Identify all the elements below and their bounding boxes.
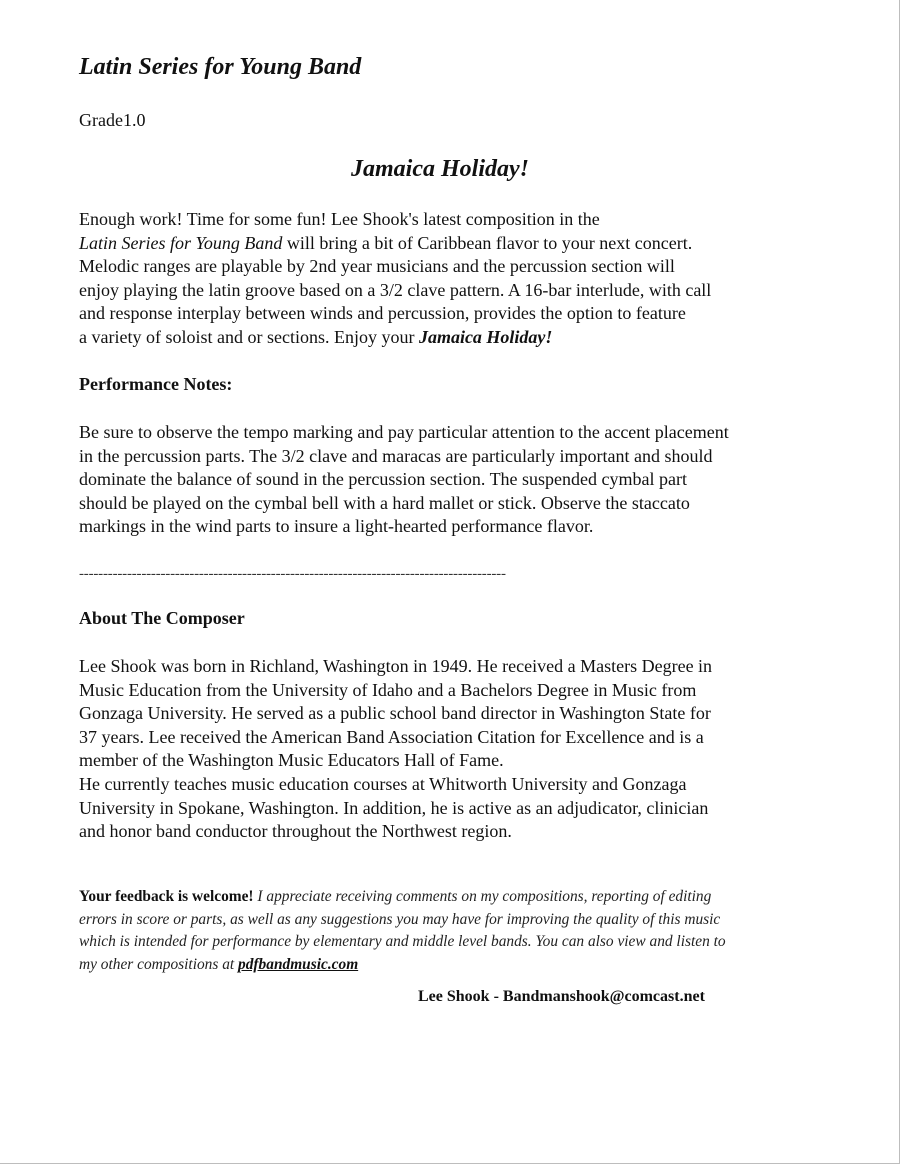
feedback-line: errors in score or parts, as well as any suggestions you may have for improving the quality of this music — [79, 910, 721, 928]
notes-line: Be sure to observe the tempo marking and pay particular attention to the accent placement — [79, 422, 729, 442]
bio-line: and honor band conductor throughout the Northwest region. — [79, 821, 512, 842]
website-link[interactable]: pdfbandmusic.com — [238, 955, 359, 973]
bio-line: Gonzaga University. He served as a public school band director in Washington State for — [79, 703, 711, 724]
series-name-italic: Latin Series for Young Band — [79, 232, 283, 253]
composer-bio-paragraph — [79, 655, 879, 844]
series-title: Latin Series for Young Band — [79, 54, 362, 80]
notes-line: dominate the balance of sound in the percussion section. The suspended cymbal part — [79, 469, 688, 490]
bio-line: Music Education from the University of Idaho and a Bachelors Degree in Music from — [79, 679, 697, 700]
performance-notes-heading: Performance Notes: — [79, 374, 233, 394]
performance-notes-paragraph — [79, 421, 879, 539]
intro-line — [79, 232, 879, 256]
bio-line: University in Spokane, Washington. In addition, he is active as an adjudicator, clinician — [79, 797, 709, 818]
composer-signature: Lee Shook - Bandmanshook@comcast.net — [418, 988, 705, 1005]
intro-line: and response interplay between winds and percussion, provides the option to feature — [79, 303, 686, 324]
bio-line: member of the Washington Music Educators Hall of Fame. — [79, 750, 504, 771]
intro-line-text: will bring a bit of Caribbean flavor to your next concert. — [282, 232, 693, 253]
intro-line — [79, 326, 879, 350]
intro-line: Melodic ranges are playable by 2nd year musicians and the percussion section will — [79, 256, 675, 277]
piece-title-inline: Jamaica Holiday! — [418, 326, 553, 347]
feedback-text: my other compositions at — [79, 955, 239, 973]
about-composer-heading: About The Composer — [79, 608, 245, 628]
feedback-line: which is intended for performance by elementary and middle level bands. You can also view and listen to — [79, 933, 726, 950]
grade-level: Grade1.0 — [79, 110, 146, 130]
bio-line: He currently teaches music education courses at Whitworth University and Gonzaga — [79, 773, 687, 794]
feedback-lead: Your feedback is welcome! — [79, 888, 254, 905]
feedback-line — [79, 954, 839, 977]
intro-line: Enough work! Time for some fun! Lee Shook's latest composition in the — [79, 209, 600, 229]
feedback-text: I appreciate receiving comments on my compositions, reporting of editing — [253, 888, 712, 905]
bio-line: Lee Shook was born in Richland, Washington in 1949. He received a Masters Degree in — [79, 656, 713, 676]
dashed-divider: ----------------------------------------------------------------------------------------- — [79, 566, 506, 582]
notes-line: should be played on the cymbal bell with a hard mallet or stick. Observe the staccato — [79, 492, 690, 513]
feedback-line — [79, 886, 839, 909]
intro-paragraph — [79, 208, 879, 350]
bio-line: 37 years. Lee received the American Band Association Citation for Excellence and is a — [79, 726, 704, 747]
notes-line: in the percussion parts. The 3/2 clave and maracas are particularly important and should — [79, 445, 713, 466]
intro-line-text: a variety of soloist and or sections. Enjoy your — [79, 326, 419, 347]
notes-line: markings in the wind parts to insure a light-hearted performance flavor. — [79, 516, 594, 537]
piece-title: Jamaica Holiday! — [351, 156, 529, 182]
intro-line: enjoy playing the latin groove based on a 3/2 clave pattern. A 16-bar interlude, with call — [79, 279, 712, 300]
feedback-paragraph — [79, 886, 839, 976]
